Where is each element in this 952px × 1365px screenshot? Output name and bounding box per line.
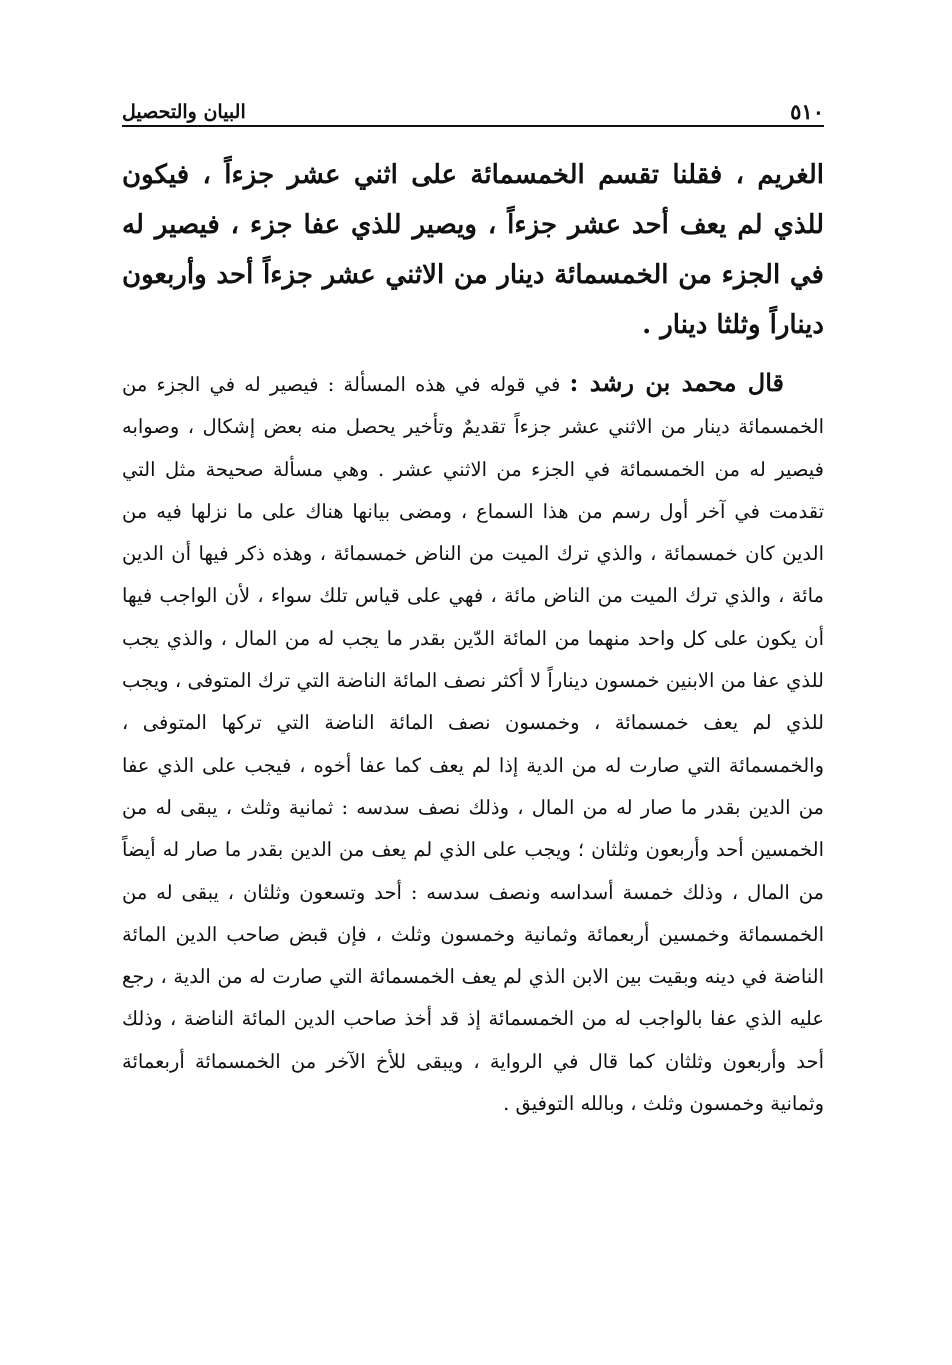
header-title: البيان والتحصيل: [122, 101, 246, 123]
commentary-text: في قوله في هذه المسألة : فيصير له في الجزء من الخمسمائة دينار من الاثني عشر جزءاً تقديمٌ وتأخير يحصل منه بعض إشكال ، وصوابه فيصير له من الخمسمائة في الجزء من الاثني عشر . وهي مسألة صحيحة مثل التي تقدمت في آخر أول رسم من هذا السماع ، ومضى بيانها هناك على ما نزلها فيه من الدين كان خمسمائة ، والذي ترك الميت من الناض خمسمائة ، وهذه ذكر فيها أن الدين مائة ، والذي ترك الميت من الناض مائة ، فهي على قياس تلك سواء ، لأن الواجب فيها أن يكون على كل واحد منهما من المائة الدّين بقدر ما يجب له من المال ، والذي يجب للذي عفا من الابنين خمسون ديناراً لا أكثر نصف المائة الناضة التي ترك المتوفى ، ويجب للذي لم يعف خمسمائة ، وخمسون نصف المائة الناضة التي تركها المتوفى ، والخمسمائة التي صارت له من الدية إذا لم يعف كما عفا أخوه ، فيجب على الذي عفا من الدين بقدر ما صار له من المال ، وذلك نصف سدسه : ثمانية وثلث ، يبقى له من الخمسين أحد وأربعون وثلثان ؛ ويجب على الذي لم يعف من الدين بقدر ما صار له أيضاً من المال ، وذلك خمسة أسداسه ونصف سدسه : أحد وتسعون وثلثان ، يبقى له من الخمسمائة وخمسين أربعمائة وثمانية وخمسون وثلث ، فإن قبض صاحب الدين المائة الناضة في دينه وبقيت بين الابن الذي لم يعف الخمسمائة التي صارت له من الدية ، رجع عليه الذي عفا بالواجب له من الخمسمائة إذ قد أخذ صاحب الدين المائة الناضة ، وذلك أحد وأربعون وثلثان كما قال في الرواية ، ويبقى للأخ الآخر من الخمسمائة أربعمائة وثمانية وخمسون وثلث ، وبالله التوفيق .: [122, 373, 824, 1116]
body-text: [122, 150, 824, 1125]
page-number: ٥١٠: [790, 99, 824, 124]
running-header: [122, 92, 824, 127]
paragraph-commentary: [122, 362, 824, 1125]
paragraph-continuation: الغريم ، فقلنا تقسم الخمسمائة على اثني عشر جزءاً ، فيكون للذي لم يعف أحد عشر جزءاً ، ويصير للذي عفا جزء ، فيصير له في الجزء من الخمسمائة دينار من الاثني عشر جزءاً أحد وأربعون ديناراً وثلثا دينار .: [122, 160, 824, 340]
speaker-label: قال محمد بن رشد :: [569, 368, 784, 397]
